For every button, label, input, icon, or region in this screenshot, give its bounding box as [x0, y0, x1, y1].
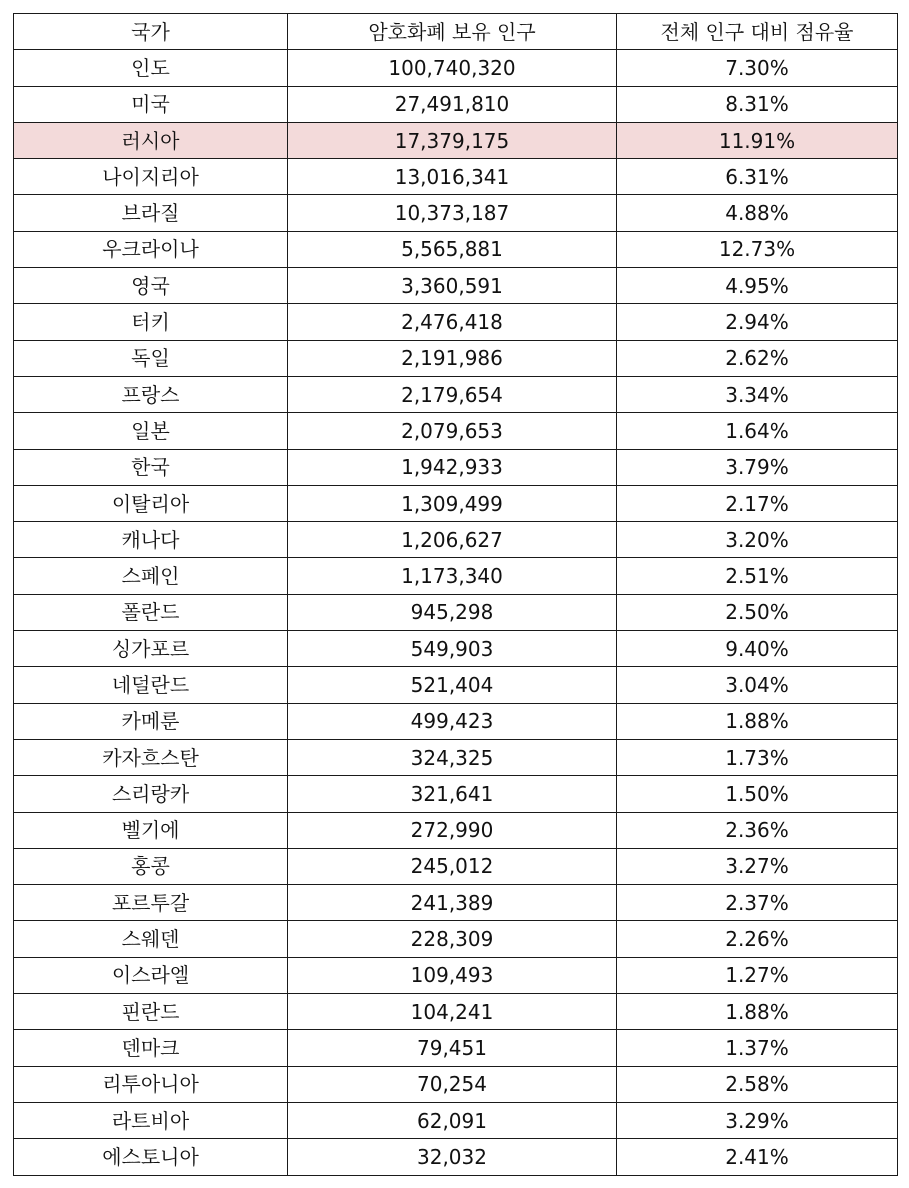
- table-row: [14, 522, 898, 558]
- cell-holders: 228,309: [288, 921, 617, 957]
- cell-holders: 2,079,653: [288, 413, 617, 449]
- cell-share: 7.30%: [617, 50, 898, 86]
- cell-share: 2.94%: [617, 304, 898, 340]
- cell-holders: 241,389: [288, 885, 617, 921]
- cell-holders: 32,032: [288, 1139, 617, 1175]
- cell-country: 홍콩: [14, 848, 288, 884]
- cell-country: 덴마크: [14, 1030, 288, 1066]
- cell-country: 이탈리아: [14, 485, 288, 521]
- cell-holders: 1,942,933: [288, 449, 617, 485]
- cell-share: 1.64%: [617, 413, 898, 449]
- cell-holders: 17,379,175: [288, 122, 617, 158]
- cell-share: 2.51%: [617, 558, 898, 594]
- table-row: [14, 739, 898, 775]
- table-row: [14, 86, 898, 122]
- cell-country: 라트비아: [14, 1102, 288, 1138]
- table-row: [14, 195, 898, 231]
- cell-holders: 2,476,418: [288, 304, 617, 340]
- cell-share: 4.88%: [617, 195, 898, 231]
- cell-share: 3.20%: [617, 522, 898, 558]
- cell-share: 2.17%: [617, 485, 898, 521]
- cell-share: 11.91%: [617, 122, 898, 158]
- cell-holders: 2,191,986: [288, 340, 617, 376]
- table-body: [14, 50, 898, 1175]
- cell-country: 터키: [14, 304, 288, 340]
- table-row: [14, 1030, 898, 1066]
- cell-country: 독일: [14, 340, 288, 376]
- table-row: [14, 631, 898, 667]
- cell-country: 캐나다: [14, 522, 288, 558]
- cell-country: 인도: [14, 50, 288, 86]
- table-row: [14, 594, 898, 630]
- cell-holders: 945,298: [288, 594, 617, 630]
- cell-country: 싱가포르: [14, 631, 288, 667]
- cell-holders: 62,091: [288, 1102, 617, 1138]
- cell-country: 이스라엘: [14, 957, 288, 993]
- cell-share: 6.31%: [617, 159, 898, 195]
- crypto-holders-table: [13, 13, 898, 1176]
- cell-share: 2.50%: [617, 594, 898, 630]
- table-row: [14, 848, 898, 884]
- cell-holders: 521,404: [288, 667, 617, 703]
- table-row: [14, 1139, 898, 1175]
- header-country: 국가: [14, 14, 288, 50]
- cell-holders: 100,740,320: [288, 50, 617, 86]
- cell-holders: 3,360,591: [288, 268, 617, 304]
- table-row: [14, 50, 898, 86]
- cell-country: 러시아: [14, 122, 288, 158]
- table-row: [14, 268, 898, 304]
- table-row: [14, 449, 898, 485]
- cell-holders: 245,012: [288, 848, 617, 884]
- cell-country: 일본: [14, 413, 288, 449]
- cell-country: 카메룬: [14, 703, 288, 739]
- cell-share: 3.04%: [617, 667, 898, 703]
- cell-country: 스리랑카: [14, 776, 288, 812]
- cell-share: 3.27%: [617, 848, 898, 884]
- cell-holders: 1,173,340: [288, 558, 617, 594]
- cell-holders: 499,423: [288, 703, 617, 739]
- table-row: [14, 231, 898, 267]
- cell-share: 3.79%: [617, 449, 898, 485]
- table-row: [14, 776, 898, 812]
- header-share: 전체 인구 대비 점유율: [617, 14, 898, 50]
- cell-holders: 324,325: [288, 739, 617, 775]
- table-row: [14, 376, 898, 412]
- cell-holders: 79,451: [288, 1030, 617, 1066]
- header-holders: 암호화폐 보유 인구: [288, 14, 617, 50]
- cell-share: 8.31%: [617, 86, 898, 122]
- cell-country: 에스토니아: [14, 1139, 288, 1175]
- cell-share: 2.36%: [617, 812, 898, 848]
- table-row: [14, 1102, 898, 1138]
- cell-country: 핀란드: [14, 994, 288, 1030]
- table-row: [14, 667, 898, 703]
- table-row: [14, 885, 898, 921]
- table-row: [14, 957, 898, 993]
- table-row: [14, 413, 898, 449]
- cell-holders: 549,903: [288, 631, 617, 667]
- cell-holders: 1,206,627: [288, 522, 617, 558]
- cell-share: 1.50%: [617, 776, 898, 812]
- cell-country: 한국: [14, 449, 288, 485]
- cell-country: 벨기에: [14, 812, 288, 848]
- cell-country: 영국: [14, 268, 288, 304]
- cell-share: 1.37%: [617, 1030, 898, 1066]
- cell-share: 2.58%: [617, 1066, 898, 1102]
- cell-share: 1.88%: [617, 994, 898, 1030]
- cell-holders: 2,179,654: [288, 376, 617, 412]
- cell-share: 2.26%: [617, 921, 898, 957]
- cell-country: 브라질: [14, 195, 288, 231]
- cell-share: 2.37%: [617, 885, 898, 921]
- cell-holders: 27,491,810: [288, 86, 617, 122]
- cell-holders: 10,373,187: [288, 195, 617, 231]
- table-row: [14, 558, 898, 594]
- cell-share: 2.41%: [617, 1139, 898, 1175]
- cell-holders: 272,990: [288, 812, 617, 848]
- cell-share: 1.88%: [617, 703, 898, 739]
- cell-holders: 321,641: [288, 776, 617, 812]
- cell-country: 스웨덴: [14, 921, 288, 957]
- table-row-highlighted: [14, 122, 898, 158]
- cell-country: 우크라이나: [14, 231, 288, 267]
- cell-country: 스페인: [14, 558, 288, 594]
- cell-share: 2.62%: [617, 340, 898, 376]
- cell-country: 폴란드: [14, 594, 288, 630]
- cell-country: 프랑스: [14, 376, 288, 412]
- cell-share: 4.95%: [617, 268, 898, 304]
- table-row: [14, 703, 898, 739]
- cell-country: 카자흐스탄: [14, 739, 288, 775]
- table-row: [14, 340, 898, 376]
- cell-share: 3.29%: [617, 1102, 898, 1138]
- cell-holders: 1,309,499: [288, 485, 617, 521]
- cell-country: 미국: [14, 86, 288, 122]
- cell-holders: 109,493: [288, 957, 617, 993]
- cell-share: 3.34%: [617, 376, 898, 412]
- table-row: [14, 812, 898, 848]
- table-row: [14, 1066, 898, 1102]
- cell-share: 9.40%: [617, 631, 898, 667]
- cell-holders: 5,565,881: [288, 231, 617, 267]
- table-row: [14, 921, 898, 957]
- table-row: [14, 159, 898, 195]
- cell-country: 리투아니아: [14, 1066, 288, 1102]
- cell-holders: 70,254: [288, 1066, 617, 1102]
- cell-holders: 13,016,341: [288, 159, 617, 195]
- table-row: [14, 994, 898, 1030]
- cell-holders: 104,241: [288, 994, 617, 1030]
- cell-share: 1.73%: [617, 739, 898, 775]
- cell-share: 1.27%: [617, 957, 898, 993]
- cell-country: 포르투갈: [14, 885, 288, 921]
- cell-country: 나이지리아: [14, 159, 288, 195]
- cell-share: 12.73%: [617, 231, 898, 267]
- table-row: [14, 485, 898, 521]
- table-row: [14, 304, 898, 340]
- table-header-row: [14, 14, 898, 50]
- cell-country: 네덜란드: [14, 667, 288, 703]
